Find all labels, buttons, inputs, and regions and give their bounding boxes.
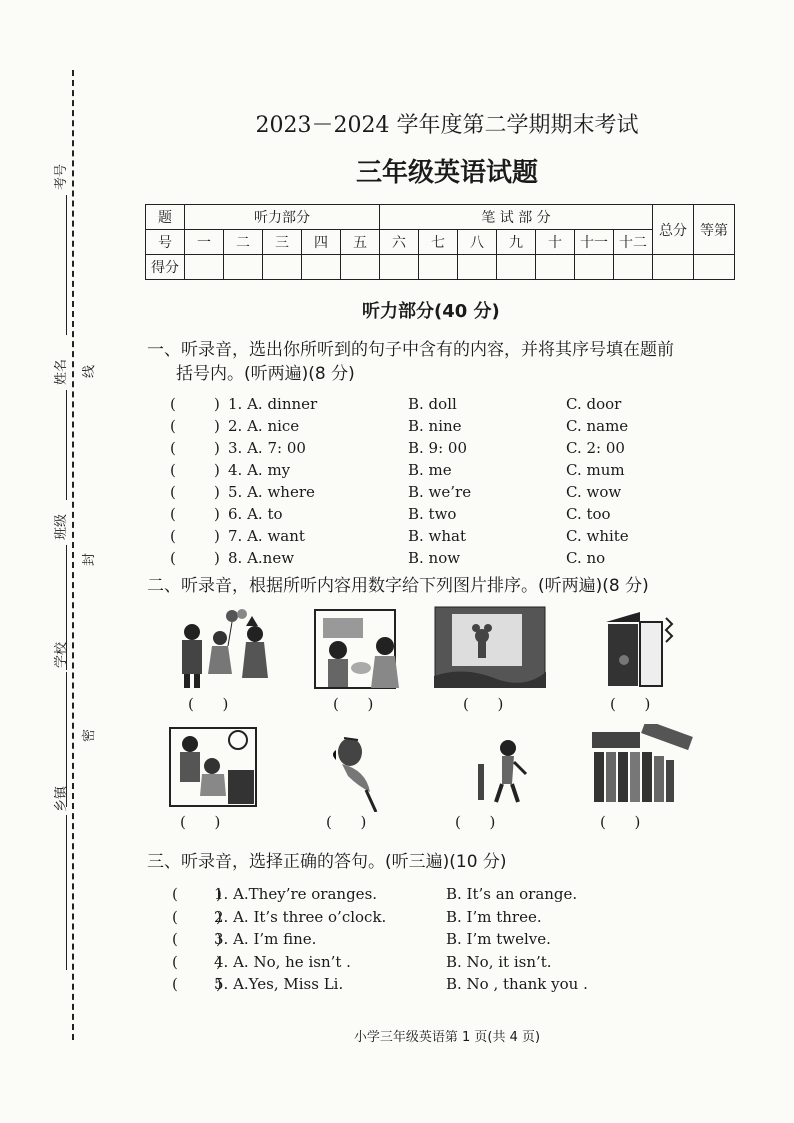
- option-a: 2. A. nice: [228, 417, 300, 435]
- binding-dashed-line: [72, 70, 74, 1040]
- score-cell[interactable]: [380, 255, 419, 280]
- exam-subtitle: 三年级英语试题: [355, 158, 538, 188]
- score-cell[interactable]: [224, 255, 263, 280]
- page-footer: 小学三年级英语第 1 页(共 4 页): [353, 1030, 541, 1045]
- option-b: B. now: [408, 549, 461, 567]
- exam-number-blank: [66, 195, 67, 335]
- section3-question-row: [172, 883, 772, 905]
- option-b: B. me: [408, 461, 452, 479]
- option-b: B. we’re: [408, 483, 472, 501]
- answer-blank[interactable]: ( ): [170, 395, 220, 413]
- score-cell[interactable]: [497, 255, 536, 280]
- option-a: 7. A. want: [228, 527, 305, 545]
- option-c: C. white: [566, 527, 629, 545]
- picture-answer-8[interactable]: ( ): [600, 813, 641, 831]
- col-9: 九: [497, 230, 536, 255]
- option-c: C. no: [566, 549, 606, 567]
- score-cell[interactable]: [263, 255, 302, 280]
- answer-blank[interactable]: ( ): [172, 930, 222, 948]
- door-picture: [592, 608, 712, 690]
- option-b: B. No, it isn’t.: [446, 952, 552, 971]
- picture-answer-1[interactable]: ( ): [188, 695, 229, 713]
- section1-question-row: [170, 437, 770, 459]
- row-label-bottom: 号: [146, 230, 185, 255]
- section3-question-row: [172, 973, 772, 995]
- col-11: 十一: [575, 230, 614, 255]
- section1-question-row: [170, 481, 770, 503]
- score-table: [145, 204, 735, 280]
- answer-blank[interactable]: ( ): [170, 527, 220, 545]
- option-a: 5. A. where: [228, 483, 315, 501]
- answer-blank[interactable]: ( ): [172, 907, 222, 926]
- writing-section-header: 笔 试 部 分: [380, 205, 653, 230]
- score-cell[interactable]: [302, 255, 341, 280]
- answer-blank[interactable]: ( ): [170, 461, 220, 479]
- option-c: C. name: [566, 417, 629, 435]
- picture-answer-6[interactable]: ( ): [326, 813, 367, 831]
- option-c: C. door: [566, 395, 622, 413]
- option-a: 2. A. It’s three o’clock.: [214, 907, 387, 926]
- col-8: 八: [458, 230, 497, 255]
- total-score-cell[interactable]: [653, 255, 694, 280]
- binding-char-line: 线: [82, 364, 97, 378]
- score-row-label: 得分: [146, 255, 185, 280]
- school-label: 学校: [54, 641, 69, 668]
- row-label-top: 题: [146, 205, 185, 230]
- score-cell[interactable]: [458, 255, 497, 280]
- option-c: C. wow: [566, 483, 622, 501]
- col-4: 四: [302, 230, 341, 255]
- grade-cell[interactable]: [694, 255, 735, 280]
- name-label: 姓名: [54, 358, 69, 385]
- section3-question-row: [172, 928, 772, 950]
- score-cell[interactable]: [419, 255, 458, 280]
- option-b: B. 9: 00: [408, 439, 468, 457]
- town-label: 乡镇: [54, 785, 69, 812]
- section1-heading-line2: 括号内。(听两遍)(8 分): [176, 364, 355, 384]
- parrot-picture: [318, 730, 438, 812]
- answer-blank[interactable]: ( ): [170, 439, 220, 457]
- col-5: 五: [341, 230, 380, 255]
- total-header: 总分: [653, 205, 694, 255]
- col-10: 十: [536, 230, 575, 255]
- town-blank: [66, 815, 67, 970]
- score-cell[interactable]: [614, 255, 653, 280]
- answer-blank[interactable]: ( ): [172, 885, 222, 903]
- option-a: 3. A. 7: 00: [228, 439, 306, 457]
- sick-child-picture: [168, 726, 288, 808]
- option-a: 6. A. to: [228, 505, 283, 523]
- score-cell[interactable]: [536, 255, 575, 280]
- listening-section-header: 听力部分: [185, 205, 380, 230]
- section3-question-row: [172, 951, 772, 973]
- crayons-picture: [590, 724, 710, 806]
- binding-char-seal: 封: [82, 552, 97, 566]
- exam-number-label: 考号: [54, 163, 69, 190]
- option-a: 4. A. No, he isn’t .: [214, 952, 351, 971]
- option-b: B. No , thank you .: [446, 975, 588, 993]
- option-a: 8. A.new: [228, 549, 295, 567]
- family-party-picture: [170, 608, 290, 690]
- option-a: 5. A.Yes, Miss Li.: [214, 975, 344, 993]
- picture-answer-5[interactable]: ( ): [180, 813, 221, 831]
- answer-blank[interactable]: ( ): [170, 549, 220, 567]
- binding-char-secret: 密: [82, 728, 97, 742]
- picture-answer-3[interactable]: ( ): [463, 695, 504, 713]
- section1-question-row: [170, 547, 770, 569]
- section1-question-row: [170, 503, 770, 525]
- grade-header: 等第: [694, 205, 735, 255]
- section1-heading-line1: 一、听录音，选出你所听到的句子中含有的内容，并将其序号填在题前: [147, 340, 674, 360]
- section2-heading: 二、听录音，根据所听内容用数字给下列图片排序。(听两遍)(8 分): [147, 576, 649, 596]
- picture-answer-4[interactable]: ( ): [610, 695, 651, 713]
- answer-blank[interactable]: ( ): [170, 417, 220, 435]
- section1-question-row: [170, 393, 770, 415]
- name-blank: [66, 390, 67, 500]
- col-1: 一: [185, 230, 224, 255]
- option-a: 1. A.They’re oranges.: [214, 885, 378, 903]
- section1-question-row: [170, 459, 770, 481]
- option-a: 1. A. dinner: [228, 395, 318, 413]
- option-b: B. I’m three.: [446, 907, 542, 926]
- score-cell[interactable]: [185, 255, 224, 280]
- option-a: 3. A. I’m fine.: [214, 930, 317, 948]
- option-b: B. what: [408, 527, 467, 545]
- option-b: B. doll: [408, 395, 457, 413]
- option-c: C. too: [566, 505, 611, 523]
- col-7: 七: [419, 230, 458, 255]
- score-cell[interactable]: [341, 255, 380, 280]
- col-3: 三: [263, 230, 302, 255]
- picture-answer-2[interactable]: ( ): [333, 695, 374, 713]
- children-greeting-picture: [313, 608, 433, 690]
- exam-title: 2023－2024 学年度第二学期期末考试: [255, 113, 639, 138]
- option-c: C. mum: [566, 461, 625, 479]
- option-b: B. nine: [408, 417, 462, 435]
- class-label: 班级: [54, 513, 69, 540]
- answer-blank[interactable]: ( ): [170, 505, 220, 523]
- answer-blank[interactable]: ( ): [170, 483, 220, 501]
- option-b: B. It’s an orange.: [446, 885, 578, 903]
- picture-answer-7[interactable]: ( ): [455, 813, 496, 831]
- answer-blank[interactable]: ( ): [172, 975, 222, 993]
- section1-question-row: [170, 415, 770, 437]
- section3-question-row: [172, 906, 772, 928]
- listening-title: 听力部分(40 分): [362, 301, 500, 322]
- option-b: B. two: [408, 505, 457, 523]
- option-b: B. I’m twelve.: [446, 930, 551, 948]
- section1-question-row: [170, 525, 770, 547]
- mouse-picture: [434, 606, 554, 688]
- section3-heading: 三、听录音，选择正确的答句。(听三遍)(10 分): [147, 852, 507, 872]
- col-6: 六: [380, 230, 419, 255]
- score-cell[interactable]: [575, 255, 614, 280]
- col-12: 十二: [614, 230, 653, 255]
- option-a: 4. A. my: [228, 461, 291, 479]
- col-2: 二: [224, 230, 263, 255]
- answer-blank[interactable]: ( ): [172, 952, 222, 971]
- standing-up-picture: [468, 734, 588, 816]
- option-c: C. 2: 00: [566, 439, 625, 457]
